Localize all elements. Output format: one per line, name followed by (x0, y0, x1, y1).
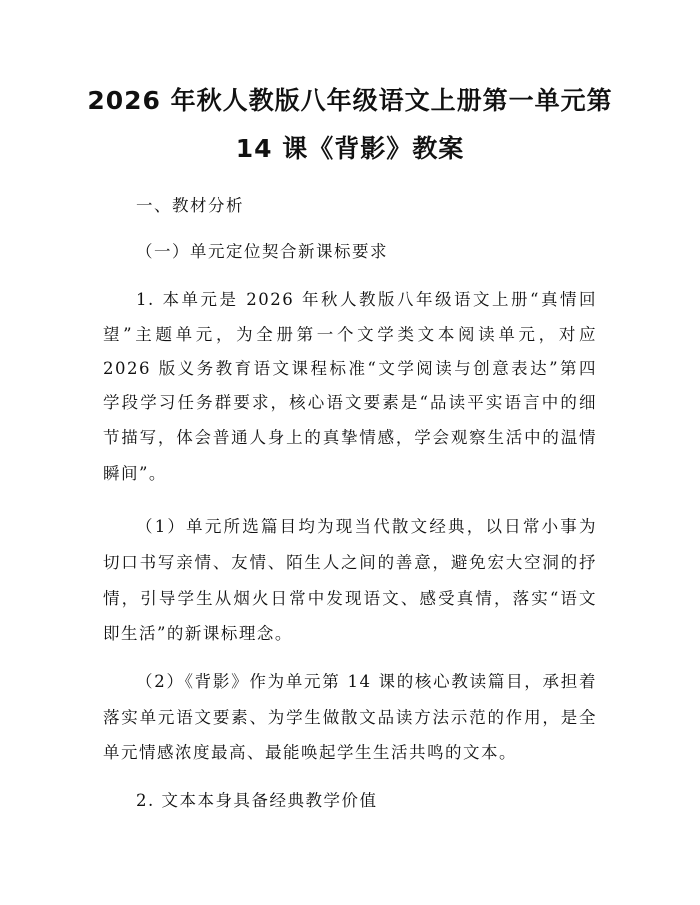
document-title-line-2: 14 课《背影》教案 (235, 134, 465, 163)
paragraph-1-line-1: 1. 本单元是 2026 年秋人教版八年级语文上册“真情回 (136, 290, 597, 309)
paragraph-1-line-5: 节描写，体会普通人身上的真挚情感，学会观察生活中的温情 (103, 428, 597, 447)
paragraph-1-line-2: 望”主题单元，为全册第一个文学类文本阅读单元，对应 (103, 325, 597, 344)
section-heading: 一、教材分析 (136, 196, 244, 215)
paragraph-2-line-4: 即生活”的新课标理念。 (103, 624, 293, 643)
paragraph-3-line-2: 落实单元语文要素、为学生做散文品读方法示范的作用，是全 (103, 708, 597, 727)
paragraph-2-line-3: 情，引导学生从烟火日常中发现语文、感受真情，落实“语文 (103, 589, 597, 608)
list-item-2: 2. 文本本身具备经典教学价值 (136, 791, 378, 810)
paragraph-1-line-6: 瞬间”。 (103, 464, 167, 483)
paragraph-2-line-2: 切口书写亲情、友情、陌生人之间的善意，避免宏大空洞的抒 (103, 553, 597, 572)
paragraph-1-line-4: 学段学习任务群要求，核心语文要素是“品读平实语言中的细 (103, 393, 597, 412)
document-title-line-1: 2026 年秋人教版八年级语文上册第一单元第 (87, 86, 613, 115)
paragraph-3-line-1: （2）《背影》作为单元第 14 课的核心教读篇目，承担着 (136, 672, 597, 691)
paragraph-3-line-3: 单元情感浓度最高、最能唤起学生生活共鸣的文本。 (103, 743, 517, 762)
paragraph-2-line-1: （1）单元所选篇目均为现当代散文经典，以日常小事为 (136, 517, 597, 536)
subsection-heading: （一）单元定位契合新课标要求 (136, 242, 388, 261)
paragraph-1-line-3: 2026 版义务教育语文课程标准“文学阅读与创意表达”第四 (103, 359, 597, 378)
